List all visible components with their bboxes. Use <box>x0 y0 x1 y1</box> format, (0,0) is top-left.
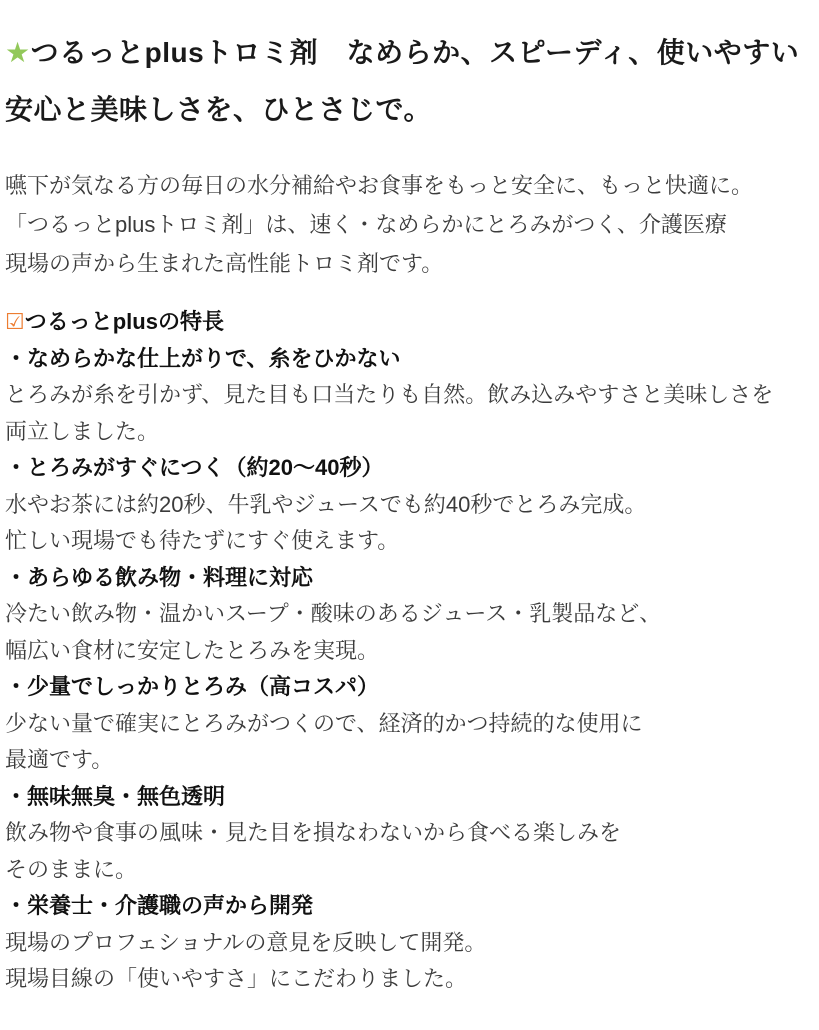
feature-item-tasteless-colorless <box>5 779 813 889</box>
checkbox-icon: ☑ <box>5 309 25 334</box>
feature-line: 飲み物や食事の風味・見た目を損なわないから食べる楽しみを <box>5 820 622 845</box>
intro-line: 「つるっとplusトロミ剤」は、速く・なめらかにとろみがつく、介護医療 <box>5 212 727 237</box>
feature-title: ・少量でしっかりとろみ（高コスパ） <box>5 674 380 699</box>
title-line-2: 安心と美味しさを、ひとさじで。 <box>5 94 432 125</box>
feature-title: ・なめらかな仕上がりで、糸をひかない <box>5 345 401 371</box>
feature-title: ・あらゆる飲み物・料理に対応 <box>5 564 314 590</box>
feature-line: 少ない量で確実にとろみがつくので、経済的かつ持続的な使用に <box>5 710 643 736</box>
star-icon: ★ <box>5 37 31 68</box>
feature-line: 忙しい現場でも待たずにすぐ使えます。 <box>5 528 400 553</box>
feature-title: ・栄養士・介護職の声から開発 <box>5 893 314 918</box>
features-header <box>5 304 813 341</box>
features-header-label: つるっとplusの特長 <box>24 309 224 334</box>
feature-title: ・無味無臭・無色透明 <box>5 783 226 809</box>
feature-line: 現場目線の「使いやすさ」にこだわりました。 <box>5 966 468 991</box>
feature-line: そのままに。 <box>5 856 138 882</box>
title-line-1-text: つるっとplusトロミ剤 なめらか、スピーディ、使いやすい <box>30 37 800 68</box>
feature-line: とろみが糸を引かず、見た目も口当たりも自然。飲み込みやすさと美味しさを <box>5 382 774 407</box>
title-line-1 <box>5 24 813 81</box>
intro-paragraph <box>5 166 813 283</box>
feature-item-smooth-finish <box>5 341 813 451</box>
feature-item-cost-performance <box>5 669 813 779</box>
features-section <box>5 304 813 998</box>
feature-title: ・とろみがすぐにつく（約20～40秒） <box>5 455 384 480</box>
feature-item-all-drinks <box>5 560 813 670</box>
feature-item-developed-from-field <box>5 888 813 998</box>
intro-line: 嚥下が気なる方の毎日の水分補給やお食事をもっと安全に、もっと快適に。 <box>5 173 754 198</box>
feature-line: 幅広い食材に安定したとろみを実現。 <box>5 637 380 663</box>
page-title <box>5 24 813 138</box>
feature-line: 両立しました。 <box>5 418 160 444</box>
feature-line: 最適です。 <box>5 747 114 772</box>
feature-item-quick-thickening <box>5 450 813 560</box>
feature-line: 現場のプロフェショナルの意見を反映して開発。 <box>5 929 487 955</box>
intro-line: 現場の声から生まれた高性能トロミ剤です。 <box>5 251 444 276</box>
feature-line: 冷たい飲み物・温かいスープ・酸味のあるジュース・乳製品など、 <box>5 601 662 626</box>
feature-line: 水やお茶には約20秒、牛乳やジュースでも約40秒でとろみ完成。 <box>5 491 647 517</box>
